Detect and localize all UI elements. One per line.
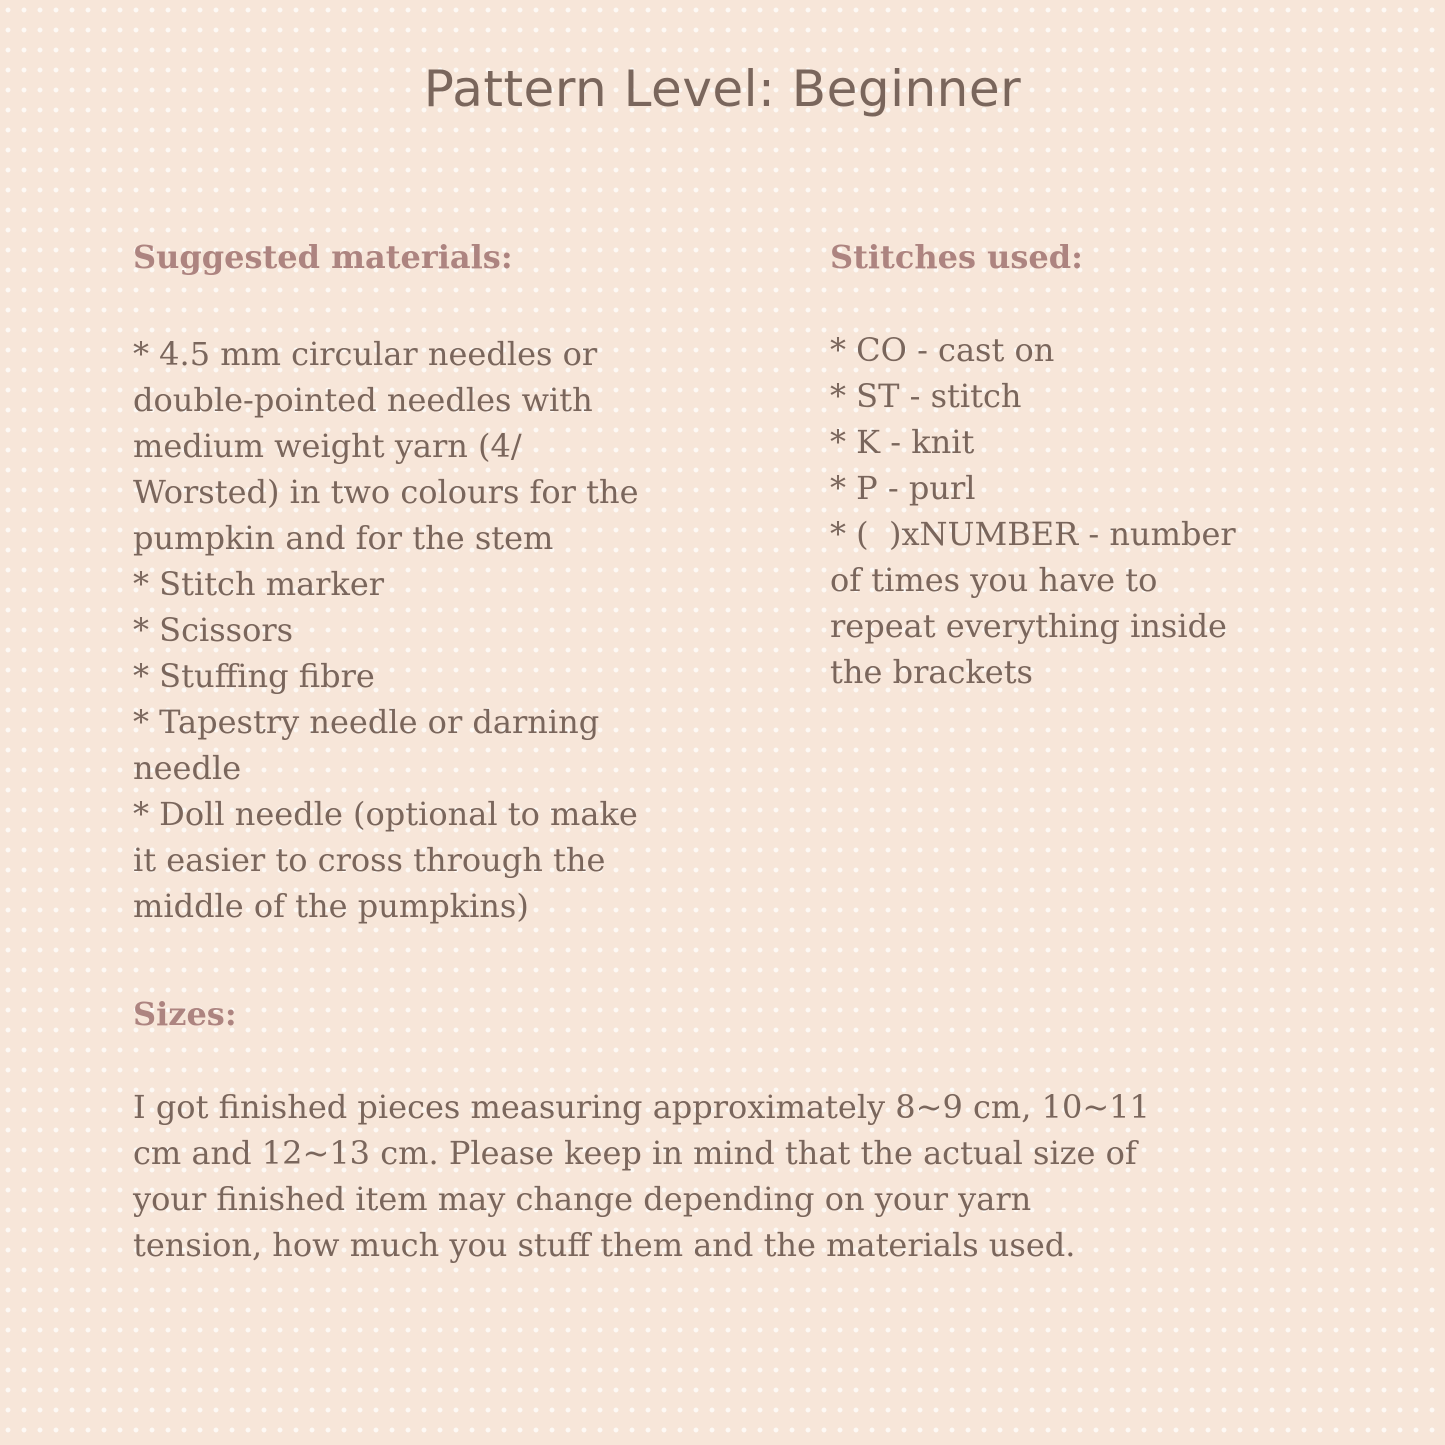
sizes-text bbox=[133, 1084, 1333, 1268]
stitches-line: * P - purl bbox=[830, 469, 976, 507]
stitches-heading: Stitches used: bbox=[830, 238, 1083, 276]
materials-line: * Stuffing fibre bbox=[133, 657, 375, 695]
stitches-line: repeat everything inside bbox=[830, 607, 1227, 645]
materials-line: pumpkin and for the stem bbox=[133, 519, 554, 557]
materials-line: Worsted) in two colours for the bbox=[133, 473, 639, 511]
stitches-line: the brackets bbox=[830, 653, 1033, 691]
materials-line: * 4.5 mm circular needles or bbox=[133, 335, 598, 373]
sizes-line: tension, how much you stuff them and the materials used. bbox=[133, 1226, 1076, 1264]
stitches-line: * ST - stitch bbox=[830, 377, 1022, 415]
stitches-line: of times you have to bbox=[830, 561, 1158, 599]
stitches-line: * CO - cast on bbox=[830, 331, 1055, 369]
materials-line: needle bbox=[133, 749, 242, 787]
materials-line: middle of the pumpkins) bbox=[133, 887, 529, 925]
materials-line: double-pointed needles with bbox=[133, 381, 593, 419]
materials-line: it easier to cross through the bbox=[133, 841, 606, 879]
sizes-line: your finished item may change depending on your yarn bbox=[133, 1180, 1032, 1218]
materials-heading: Suggested materials: bbox=[133, 238, 513, 276]
materials-line: medium weight yarn (4/ bbox=[133, 427, 522, 465]
materials-line: * Doll needle (optional to make bbox=[133, 795, 638, 833]
sizes-line: I got finished pieces measuring approximately 8~9 cm, 10~11 bbox=[133, 1088, 1150, 1126]
stitches-line: * ( )xNUMBER - number bbox=[830, 515, 1236, 553]
page-title: Pattern Level: Beginner bbox=[423, 60, 1022, 118]
materials-line: * Scissors bbox=[133, 611, 294, 649]
sizes-line: cm and 12~13 cm. Please keep in mind that the actual size of bbox=[133, 1134, 1137, 1172]
stitches-list bbox=[830, 327, 1330, 695]
materials-line: * Tapestry needle or darning bbox=[133, 703, 600, 741]
materials-list bbox=[133, 331, 753, 929]
stitches-line: * K - knit bbox=[830, 423, 975, 461]
materials-line: * Stitch marker bbox=[133, 565, 385, 603]
sizes-heading: Sizes: bbox=[133, 995, 237, 1033]
